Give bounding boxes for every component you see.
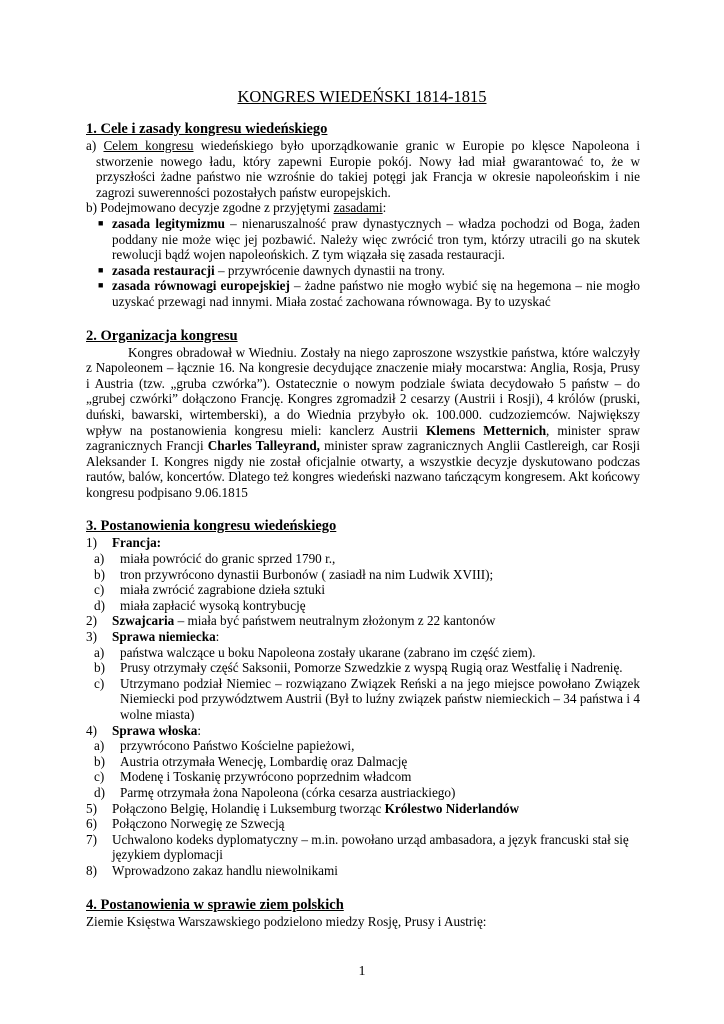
square-bullet-icon: ■ [98,217,104,228]
square-bullet-icon: ■ [98,280,104,291]
s3-item-1-sub-c [94,582,640,598]
sub-text: Austria otrzymała Wenecję, Lombardię oraz Dalmację [120,753,408,769]
sub-num: c) [94,769,105,785]
s1-bullet-2-text: – przywrócenie dawnych dynastii na trony. [214,262,445,278]
sub-num: d) [94,784,105,800]
sub-text: Prusy otrzymały część Saksonii, Pomorze Szwedzkie z wyspą Rugią oraz Westfalię i Nadrenię. [120,660,623,676]
s3-item-3-sub-b [94,660,640,676]
s3-item-7-num: 7) [86,831,97,847]
sub-text: przywrócono Państwo Kościelne papieżowi, [120,738,355,754]
s3-item-3-colon: : [215,629,220,645]
sub-text: miała powrócić do granic sprzed 1790 r., [120,551,336,567]
s3-item-8-num: 8) [86,862,97,878]
s1-bullet-1-bold: zasada legitymizmu [112,215,225,231]
s3-item-2 [86,613,640,629]
sub-num: b) [94,660,105,676]
s4-text: Ziemie Księstwa Warszawskiego podzielono miedzy Rosję, Prusy i Austrię: [86,913,487,929]
s3-item-6-text: Połączono Norwegię ze Szwecją [112,816,285,832]
section-3-heading: 3. Postanowienia kongresu wiedeńskiego [86,518,337,535]
s1-bullet-3 [86,278,640,309]
s1-b-underlined: zasadami [333,200,383,216]
square-bullet-icon: ■ [98,264,104,275]
sub-text: państwa walczące u boku Napoleona zostały ukarane (zabrano im część ziem). [120,644,536,660]
s3-item-5 [86,801,640,817]
s3-item-6 [86,816,640,832]
s3-item-2-num: 2) [86,613,97,629]
sub-num: c) [94,582,105,598]
s1-b-text: b) Podejmowano decyzje zgodne z przyjętymi [86,200,331,216]
s3-item-4-sub-a [94,738,640,754]
s3-item-7-text: Uchwalono kodeks dyplomatyczny – m.in. powołano urząd ambasadora, a język francuski stał się językiem dyplomacji [112,831,629,863]
sub-text: tron przywrócono dynastii Burbonów ( zasiadł na nim Ludwik XVIII); [120,566,494,582]
sub-num: b) [94,566,105,582]
page-number: 1 [358,964,366,979]
sub-text: Utrzymano podział Niemiec – rozwiązano Związek Reński a na jego miejsce powołano Związek Niemiecki pod przywództwem Austrii (Był to luźny związek państw niemieckich – 34 państwa i 4 wolne miasta) [120,675,640,722]
s3-item-4-sub-d [94,785,640,801]
s2-bold-metternich: Klemens Metternich [426,422,547,438]
s3-item-2-text: – miała być państwem neutralnym złożonym z 22 kantonów [174,613,496,629]
s3-item-5-bold: Królestwo Niderlandów [384,800,520,816]
section-4-heading: 4. Postanowienia w sprawie ziem polskich [86,896,344,913]
s3-item-8-text: Wprowadzono zakaz handlu niewolnikami [112,862,338,878]
s3-item-1-sub-d [94,598,640,614]
s1-bullet-3-bold: zasada równowagi europejskiej [112,278,290,294]
sub-text: Parmę otrzymała żona Napoleona (córka cesarza austriackiego) [120,784,456,800]
s3-item-7 [86,832,640,863]
s3-item-2-bold: Szwajcaria [112,613,175,629]
s1-bullet-1-text: – nienaruszalność praw dynastycznych – władza pochodzi od Boga, żaden poddany nie może więc jej pozbawić. Należy więc zwrócić tron tym, którzy utracili go na skutek rewolucji bądź wojen napoleońskich. Z tym wiązała się zasada restauracji. [112,215,640,263]
s2-text-1: Kongres obradował w Wiedniu. Zostały na niego zaproszone wszystkie państwa, które walczyły z Napoleonem – łącznie 16. Na kongresie decydujące znaczenie miały mocarstwa: Anglia, Rosja, Prusy i Austria (tzw. „gruba czwórka”). Ostatecznie o nowym podziale świata decydowało 5 państw – do „grubej czwórki” dołączono Francję. Kongres zgromadził 2 cesarzy (Austrii i Rosji), 4 królów (pruski, duński, bawarski, wirtemberski), a do Wiednia przybyło ok. 100.000. cudzoziemców. Największy wpływ na postanowienia kongresu mieli: kanclerz Austrii [86,344,640,438]
sub-text: miała zapłacić wysoką kontrybucję [120,597,306,613]
s2-text-3: minister spraw zagranicznych Anglii Castlereigh, car Rosji Aleksander I. Kongres nigdy nie został oficjalnie otwarty, a wszystkie decyzje dyskutowano podczas rautów, balów, koncertów. Dlatego też kongres wiedeński nazwano tańczącym kongresem. Akt końcowy kongresu podpisano 9.06.1815 [86,438,641,500]
s2-bold-talleyrand: Charles Talleyrand, [207,438,320,454]
s3-item-1 [86,535,640,551]
s2-text-2: , minister spraw zagranicznych Francji [86,422,641,454]
s3-item-3-num: 3) [86,629,97,645]
page-title: KONGRES WIEDEŃSKI 1814-1815 [237,87,487,106]
s1-point-a [86,138,640,200]
s3-item-3 [86,629,640,645]
s1-bullet-3-text: – żadne państwo nie mogło wybić się na hegemona – nie mogło uzyskać przewagi nad innymi. Miała zostać zachowana równowaga. By to uzyskać [112,278,640,309]
s1-b-colon: : [382,200,387,216]
s3-item-3-sub-c [94,676,640,723]
s3-item-1-sub-b [94,567,640,583]
s3-item-1-bold: Francja: [112,535,162,551]
s3-item-1-sub-a [94,551,640,567]
s3-item-5-text: Połączono Belgię, Holandię i Luksemburg tworząc [112,800,385,816]
s1-bullet-2 [86,263,640,279]
s1-a-underlined: Celem kongresu [103,138,194,153]
s1-a-text: wiedeńskiego było uporządkowanie granic w Europie po klęsce Napoleona i stworzenie nowego ładu, który zapewni Europie pokój. Nowy ład miał gwarantować to, że w przyszłości żadne państwo nie wzrośnie do takiej potęgi jak Francja w okresie napoleońskim i nie zagrozi suwerenności pozostałych państw europejskich. [96,138,641,200]
s1-a-prefix: a) [86,138,97,153]
sub-text: Modenę i Toskanię przywrócono poprzednim władcom [120,769,412,785]
sub-num: a) [94,644,105,660]
sub-num: b) [94,753,105,769]
sub-num: c) [94,675,105,691]
s1-bullet-1 [86,216,640,263]
s3-item-4-sub-b [94,754,640,770]
s3-item-8 [86,863,640,879]
section-1-heading: 1. Cele i zasady kongresu wiedeńskiego [86,121,328,137]
sub-num: a) [94,551,105,567]
s1-point-b [86,200,640,216]
s3-item-4-sub-c [94,769,640,785]
sub-num: a) [94,738,105,754]
s3-item-6-num: 6) [86,816,97,832]
s3-item-4 [86,723,640,739]
sub-num: d) [94,597,105,613]
s3-item-1-num: 1) [86,535,97,551]
sub-text: miała zwrócić zagrabione dzieła sztuki [120,582,326,598]
document-body [86,121,640,929]
s2-paragraph [86,345,640,501]
s3-item-4-colon: : [197,722,202,738]
s3-item-4-num: 4) [86,722,97,738]
s3-item-3-bold: Sprawa niemiecka [112,629,216,645]
s1-bullet-2-bold: zasada restauracji [112,262,215,278]
s3-item-4-bold: Sprawa włoska [112,722,198,738]
s3-item-3-sub-a [94,645,640,661]
s3-item-5-num: 5) [86,800,97,816]
section-2-heading: 2. Organizacja kongresu [86,327,238,344]
